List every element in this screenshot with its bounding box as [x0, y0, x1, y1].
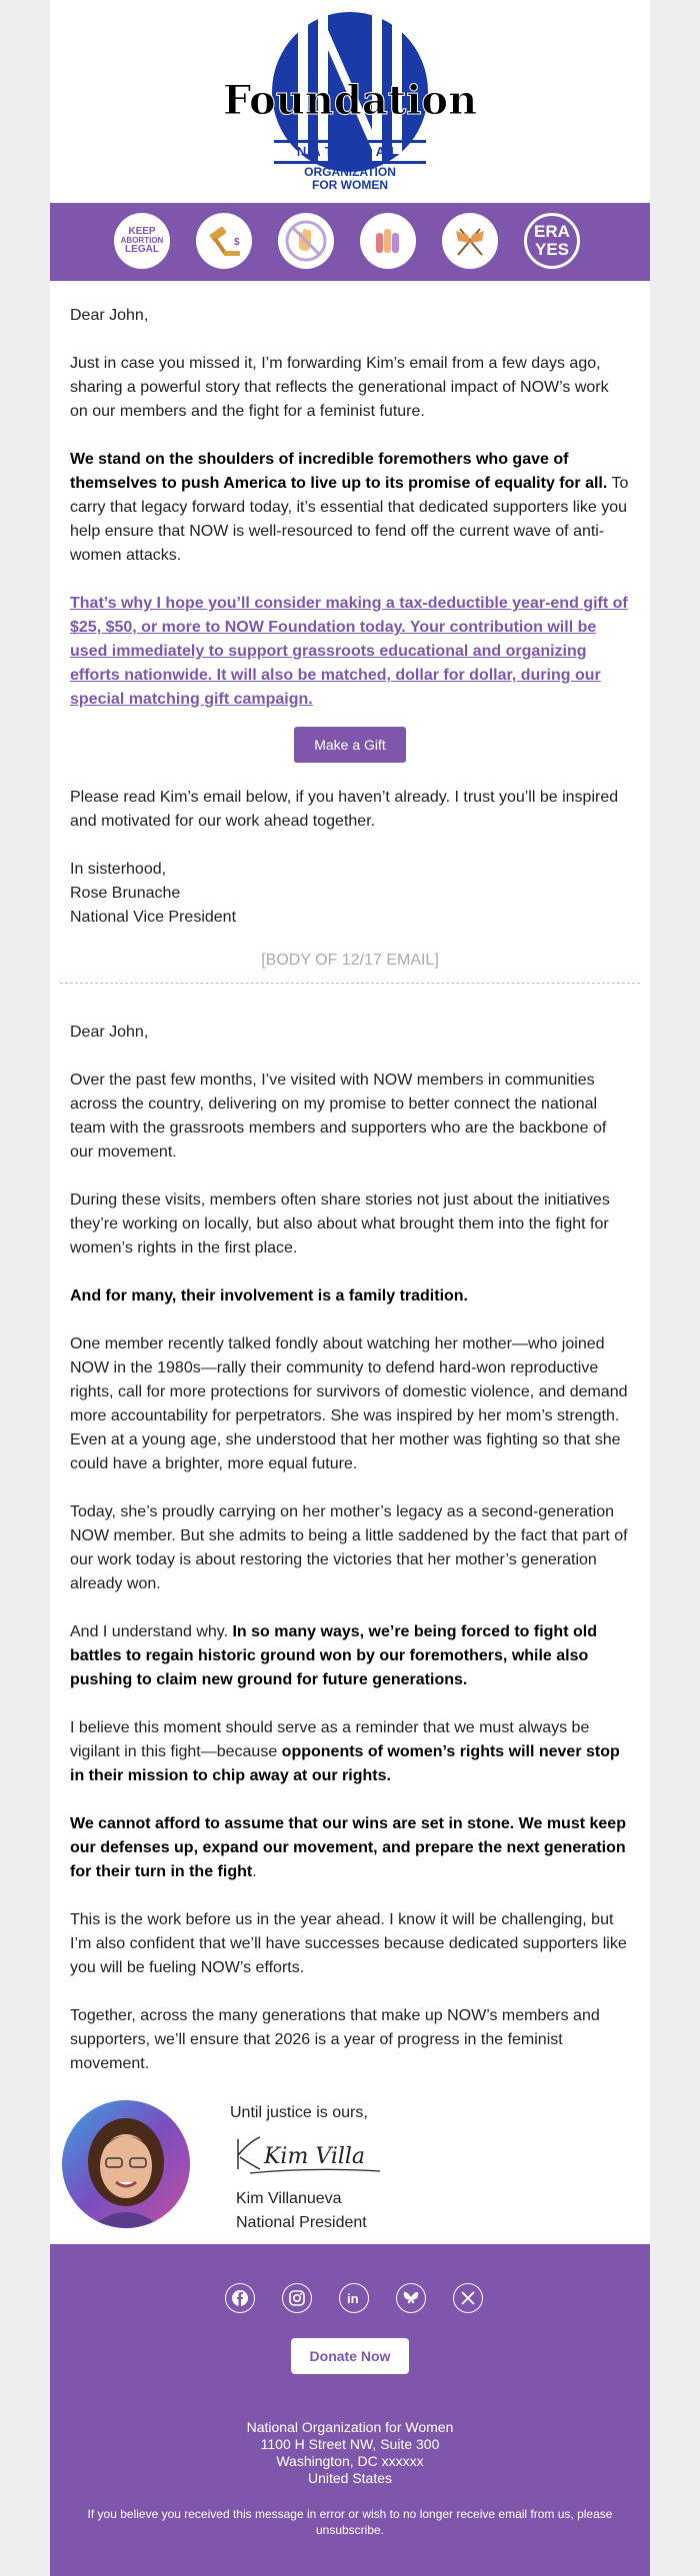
body-signer-title: National President	[236, 2214, 367, 2231]
logo-line-2: ORGANIZATION	[304, 165, 396, 179]
now-foundation-logo[interactable]	[50, 0, 650, 203]
make-gift-button[interactable]: Make a Gift	[294, 727, 406, 763]
x-icon[interactable]	[453, 2283, 483, 2313]
signature-image	[230, 2129, 390, 2179]
body-paragraph: This is the work before us in the year ahead. I know it will be challenging, but I’m also confident that we’ll have successes because dedicated supporters like you will be fueling NOW’s efforts.	[70, 1911, 627, 1976]
body-paragraph: Today, she’s proudly carrying on her mother’s legacy as a second-generation NOW member. But she admits to being a little saddened by the fact that part of our work today is about restoring the victories that her mother’s generation already won.	[70, 1503, 628, 1592]
logo-line-1: NATIONAL	[296, 144, 404, 159]
donate-now-button[interactable]: Donate Now	[291, 2338, 409, 2374]
closing: Until justice is ours,	[230, 2104, 368, 2121]
body-paragraph	[70, 1812, 630, 1884]
facebook-icon[interactable]	[225, 2283, 255, 2313]
badge-text-line: YES	[534, 240, 570, 259]
footer-org: National Organization for Women	[246, 2419, 454, 2435]
text-span: I believe this moment should serve as a reminder that we must always be vigilant in this fight—because	[70, 1719, 590, 1760]
instagram-icon[interactable]	[282, 2283, 312, 2313]
avatar	[62, 2100, 190, 2228]
body-paragraph	[70, 1620, 630, 1692]
body-signer-name: Kim Villanueva	[236, 2190, 342, 2207]
forwarded-email-label: [BODY OF 12/17 EMAIL]	[261, 952, 439, 969]
bold-text: In so many ways, we’re being forced to fight old battles to regain historic ground won by our foremothers, while also pushing to claim new ground for future generations.	[70, 1623, 597, 1688]
signer-title: National Vice President	[70, 909, 237, 926]
unsubscribe-note[interactable]: If you believe you received this message in error or wish to no longer receive email from us, please unsubscribe.	[87, 2507, 613, 2537]
body-paragraph	[70, 1285, 630, 1308]
badge-text-line: LEGAL	[125, 244, 159, 255]
body-paragraph	[70, 1716, 630, 1788]
body-paragraph: Over the past few months, I’ve visited with NOW members in communities across the country, delivering on my promise to better connect the national team with the grassroots members and supporters who are the backbone of our movement.	[70, 1072, 607, 1161]
crossed-flags-icon	[442, 213, 498, 269]
text-span: And I understand why.	[70, 1623, 233, 1640]
body-paragraph: Together, across the many generations that make up NOW’s members and supporters, we’ll ensure that 2026 is a year of progress in the feminist movement.	[70, 2007, 600, 2072]
intro-paragraph	[70, 448, 630, 568]
body-greeting: Dear John,	[70, 1024, 149, 1041]
intro-greeting: Dear John,	[70, 307, 149, 324]
body-paragraph: One member recently talked fondly about watching her mother—who joined NOW in the 1980s—rally their community to defend hard-won reproductive rights, call for more protections for survivors of domestic violence, and demand more accountability for perpetrators. She was inspired by her mom’s strength. Even at a young age, she understood that her mother was fighting so that she could have a brighter, more equal future.	[70, 1335, 628, 1472]
text-span: To carry that legacy forward today, it’s essential that dedicated supporters like you help ensure that NOW is well-resourced to fend off the current wave of anti-women attacks.	[70, 475, 629, 564]
bold-text: And for many, their involvement is a family tradition.	[70, 1288, 468, 1304]
email-container	[50, 0, 650, 2576]
keep-abortion-legal-icon	[114, 213, 170, 269]
gavel-icon	[196, 213, 252, 269]
era-yes-icon	[524, 213, 580, 269]
body-paragraph: During these visits, members often share stories not just about the initiatives they’re working on locally, but also about what brought them into the fight for women’s rights in the first place.	[70, 1192, 610, 1257]
raised-fists-icon	[360, 213, 416, 269]
signoff: In sisterhood,	[70, 861, 167, 878]
svg-text:in: in	[347, 2291, 359, 2306]
footer-city: Washington, DC xxxxxx	[276, 2453, 424, 2469]
svg-text:$: $	[234, 237, 240, 248]
text-span: .	[252, 1863, 257, 1880]
donation-link-paragraph[interactable]: That’s why I hope you’ll consider making a tax-deductible year-end gift of $25, $50, or more to NOW Foundation today. Your contribution will be used immediately to support grassroots educational and organizing efforts nationwide. It will also be matched, dollar for dollar, during our special matching gift campaign.	[70, 595, 628, 708]
intro-paragraph: Just in case you missed it, I’m forwarding Kim’s email from a few days ago, sharing a powerful story that reflects the generational impact of NOW’s work on our members and the fight for a feminist future.	[70, 355, 609, 420]
signature-text: Kim Villa	[264, 2144, 366, 2169]
bold-text: opponents of women’s rights will never stop in their mission to chip away at our rights.	[70, 1743, 620, 1784]
bold-text: We cannot afford to assume that our wins are set in stone. We must keep our defenses up, expand our movement, and prepare the next generation for their turn in the fight	[70, 1815, 626, 1880]
bold-text: We stand on the shoulders of incredible foremothers who gave of themselves to push America to live up to its promise of equality for all.	[70, 451, 608, 492]
intro-paragraph: Please read Kim’s email below, if you haven’t already. I trust you’ll be inspired and motivated for our work ahead together.	[70, 789, 619, 830]
divider	[60, 983, 640, 984]
logo-word: Foundation	[222, 77, 478, 124]
no-hand-icon	[278, 213, 334, 269]
linkedin-icon[interactable]	[339, 2283, 369, 2313]
badge-text-line: ABORTION	[120, 236, 164, 245]
logo-line-3: FOR WOMEN	[312, 178, 388, 192]
badge-text-line: KEEP	[128, 226, 156, 237]
badge-text-line: ERA	[534, 222, 570, 241]
signer-name: Rose Brunache	[70, 885, 181, 902]
bluesky-icon[interactable]	[396, 2283, 426, 2313]
footer-street: 1100 H Street NW, Suite 300	[260, 2436, 440, 2452]
logo-header	[50, 0, 650, 203]
footer-country: United States	[307, 2470, 393, 2486]
